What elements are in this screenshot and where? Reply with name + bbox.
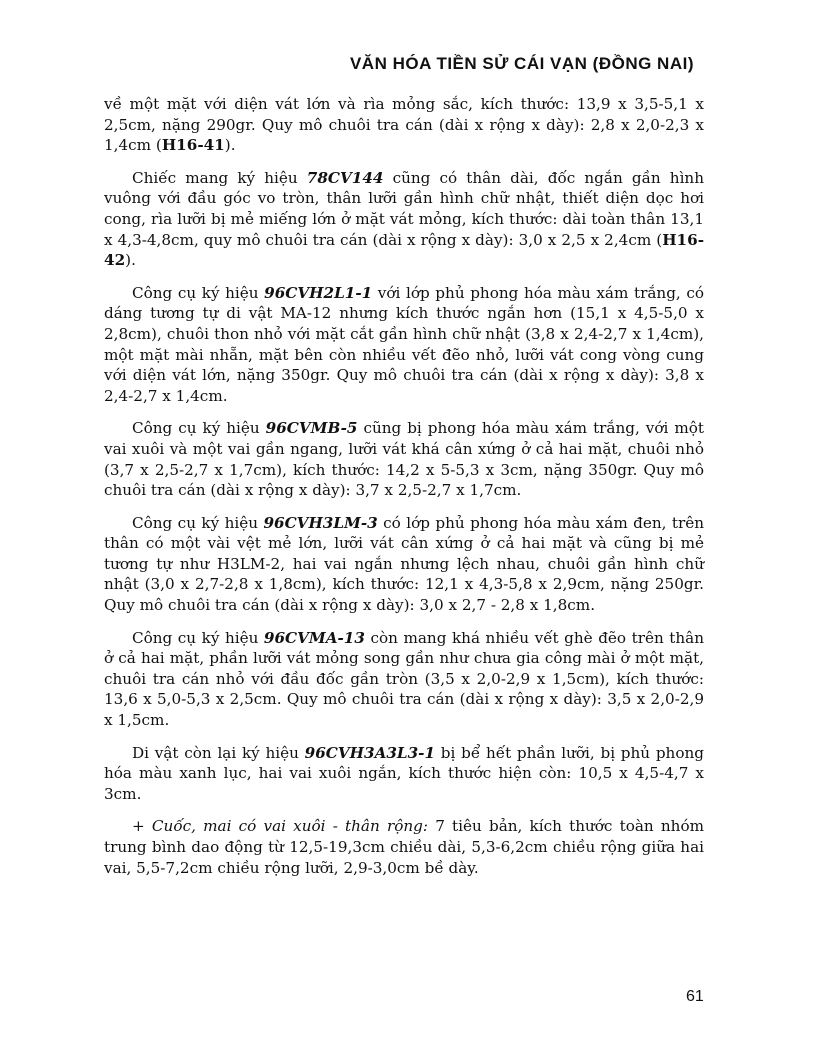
paragraph-7: Di vật còn lại ký hiệu 96CVH3A3L3-1 bị bể hết phần lưỡi, bị phủ phong hóa màu xanh lục, hai vai xuôi ngắn, kích thước hiện còn: 10,5 x 4,5-4,7 x 3cm. (104, 743, 704, 803)
paragraph-2: Chiếc mang ký hiệu 78CV144 cũng có thân dài, đốc ngắn gần hình vuông với đầu góc vo tròn, thân lưỡi gần hình chữ nhật, thiết diện dọc hơi cong, rìa lưỡi bị mẻ miếng lớn ở mặt vát mỏng, kích thước: dài toàn thân 13,1 x 4,3-4,8cm, quy mô chuôi tra cán (dài x rộng x dày): 3,0 x 2,5 x 2,4cm (H16-42). (104, 168, 704, 270)
paragraph-8: + Cuốc, mai có vai xuôi - thân rộng: 7 tiêu bản, kích thước toàn nhóm trung bình dao động từ 12,5-19,3cm chiều dài, 5,3-6,2cm chiều rộng giữa hai vai, 5,5-7,2cm chiều rộng lưỡi, 2,9-3,0cm bề dày. (104, 817, 704, 877)
paragraph-4: Công cụ ký hiệu 96CVMB-5 cũng bị phong hóa màu xám trắng, với một vai xuôi và một vai gần ngang, lưỡi vát khá cân xứng ở cả hai mặt, chuôi nhỏ (3,7 x 2,5-2,7 x 1,7cm), kích thước: 14,2 x 5-5,3 x 3cm, nặng 350gr. Quy mô chuôi tra cán (dài x rộng x dày): 3,7 x 2,5-2,7 x 1,7cm. (104, 419, 704, 500)
running-header: VĂN HÓA TIỀN SỬ CÁI VẠN (ĐỒNG NAI) (349, 54, 694, 73)
artifact-code: 96CVH3LM-3 (263, 513, 378, 532)
category-heading: + Cuốc, mai có vai xuôi - thân rộng: (132, 817, 428, 836)
paragraph-3: Công cụ ký hiệu 96CVH2L1-1 với lớp phủ phong hóa màu xám trắng, có dáng tương tự di vật MA-12 nhưng kích thước ngắn hơn (15,1 x 4,5-5,0 x 2,8cm), chuôi thon nhỏ với mặt cắt gần hình chữ nhật (3,8 x 2,4-2,7 x 1,4cm), một mặt mài nhẵn, mặt bên còn nhiều vết đẽo nhỏ, lưỡi vát cong vòng cung với diện vát lớn, nặng 350gr. Quy mô chuôi tra cán (dài x rộng x dày): 3,8 x 2,4-2,7 x 1,4cm. (104, 283, 704, 405)
page-number: 61 (686, 988, 704, 1005)
figure-ref: H16-42 (104, 230, 704, 270)
artifact-code: 96CVMB-5 (265, 419, 358, 438)
artifact-code: 78CV144 (306, 168, 384, 187)
artifact-code: 96CVH3A3L3-1 (304, 743, 436, 762)
artifact-code: 96CVMA-13 (263, 628, 365, 647)
paragraph-6: Công cụ ký hiệu 96CVMA-13 còn mang khá nhiều vết ghè đẽo trên thân ở cả hai mặt, phần lưỡi vát mỏng song gần như chưa gia công mài ở một mặt, chuôi tra cán nhỏ với đầu đốc gần tròn (3,5 x 2,0-2,9 x 1,5cm), kích thước: 13,6 x 5,0-5,3 x 2,5cm. Quy mô chuôi tra cán (dài x rộng x dày): 3,5 x 2,0-2,9 x 1,5cm. (104, 628, 704, 730)
paragraph-5: Công cụ ký hiệu 96CVH3LM-3 có lớp phủ phong hóa màu xám đen, trên thân có một vài vệt mẻ lớn, lưỡi vát cân xứng ở cả hai mặt và cũng bị mẻ tương tự như H3LM-2, hai vai ngắn nhưng lệch nhau, chuôi gần hình chữ nhật (3,0 x 2,7-2,8 x 1,8cm), kích thước: 12,1 x 4,3-5,8 x 2,9cm, nặng 250gr. Quy mô chuôi tra cán (dài x rộng x dày): 3,0 x 2,7 - 2,8 x 1,8cm. (104, 513, 705, 615)
artifact-code: 96CVH2L1-1 (264, 283, 373, 302)
page-body (104, 94, 704, 890)
figure-ref: H16-41 (161, 136, 225, 155)
paragraph-1: về một mặt với diện vát lớn và rìa mỏng sắc, kích thước: 13,9 x 3,5-5,1 x 2,5cm, nặng 290gr. Quy mô chuôi tra cán (dài x rộng x dày): 2,8 x 2,0-2,3 x 1,4cm (H16-41). (104, 95, 704, 155)
